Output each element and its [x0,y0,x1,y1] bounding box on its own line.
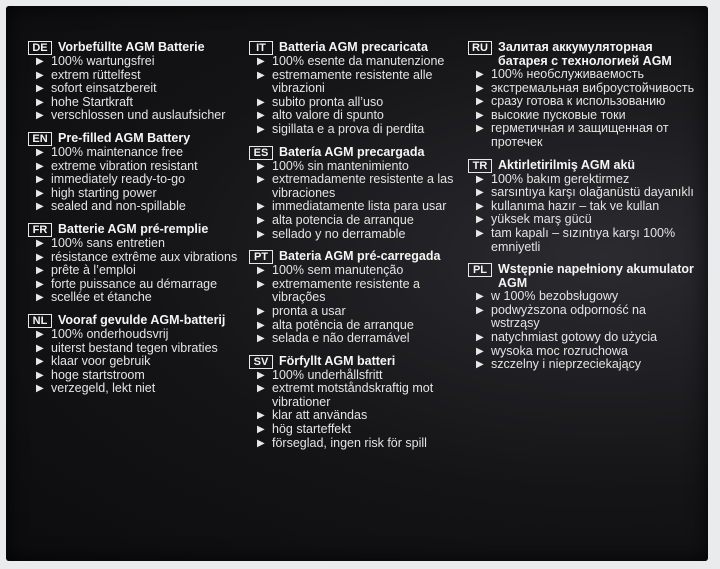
feature-text: высокие пусковые токи [491,107,626,122]
language-code-badge: IT [249,41,273,55]
feature-list [249,160,461,242]
triangle-bullet-icon: ▶ [36,187,44,199]
feature-text: alta potencia de arranque [272,212,414,227]
language-header [249,40,461,55]
feature-text: hohe Startkraft [51,94,133,109]
feature-item [34,109,240,123]
triangle-bullet-icon: ▶ [36,83,44,95]
feature-item [34,82,240,96]
language-header [28,222,240,237]
language-code-badge: SV [249,355,273,369]
triangle-bullet-icon: ▶ [36,56,44,67]
feature-text: high starting power [51,185,157,200]
triangle-bullet-icon: ▶ [36,251,44,263]
feature-item [255,214,461,228]
triangle-bullet-icon: ▶ [257,228,265,240]
language-title: Förfyllt AGM batteri [279,353,396,368]
battery-label-panel [6,6,708,561]
feature-item [474,122,698,149]
feature-item [34,328,240,342]
feature-item [34,200,240,214]
triangle-bullet-icon: ▶ [36,174,44,186]
feature-item [34,382,240,396]
feature-text: alta potência de arranque [272,317,414,332]
feature-item [474,173,698,187]
triangle-bullet-icon: ▶ [476,69,484,80]
triangle-bullet-icon: ▶ [36,110,44,122]
feature-item [34,369,240,383]
triangle-bullet-icon: ▶ [476,345,484,357]
triangle-bullet-icon: ▶ [257,96,265,108]
triangle-bullet-icon: ▶ [476,331,484,343]
language-title: Залитая аккумуляторная батарея с технологией AGM [498,40,672,68]
feature-text: 100% wartungsfrei [51,54,155,68]
triangle-bullet-icon: ▶ [257,333,265,345]
feature-text: sealed and non-spillable [51,199,186,214]
language-header [249,145,461,160]
feature-item [34,291,240,305]
feature-text: 100% esente da manutenzione [272,54,445,68]
feature-item [34,69,240,83]
feature-item [34,342,240,356]
language-title: Pre-filled AGM Battery [58,130,191,145]
feature-item [474,345,698,359]
feature-item [474,290,698,304]
feature-item [34,55,240,69]
feature-text: 100% onderhoudsvrij [51,326,169,341]
language-header [249,249,461,264]
language-block-ru [468,40,698,150]
feature-text: verzegeld, lekt niet [51,381,156,396]
language-header [468,158,698,173]
feature-text: 100% необслуживаемость [491,67,644,81]
feature-item [474,227,698,254]
triangle-bullet-icon: ▶ [257,369,265,381]
triangle-bullet-icon: ▶ [476,200,484,212]
feature-text: сразу готова к использованию [491,94,666,109]
language-code-badge: PL [468,263,492,277]
feature-text: tam kapalı – sızıntıya karşı 100% emniyetli [491,225,676,254]
triangle-bullet-icon: ▶ [476,109,484,121]
feature-text: 100% sem manutenção [272,263,404,278]
feature-list [468,290,698,372]
language-header [28,131,240,146]
feature-text: sellado y no derramable [272,226,406,241]
language-block-fr [28,222,240,305]
feature-text: w 100% bezobsługowy [491,289,619,304]
triangle-bullet-icon: ▶ [257,278,265,290]
feature-text: selada e não derramável [272,331,410,346]
feature-text: forte puissance au démarrage [51,276,218,291]
language-title: Batteria AGM precaricata [279,40,428,54]
feature-text: hög starteffekt [272,422,351,437]
feature-item [255,200,461,214]
feature-list [28,55,240,123]
feature-item [255,382,461,409]
triangle-bullet-icon: ▶ [476,173,484,185]
feature-item [474,95,698,109]
feature-text: 100% underhållsfritt [272,367,383,382]
triangle-bullet-icon: ▶ [36,265,44,277]
feature-item [255,409,461,423]
triangle-bullet-icon: ▶ [257,174,265,186]
triangle-bullet-icon: ▶ [257,69,265,81]
triangle-bullet-icon: ▶ [36,69,44,81]
feature-item [255,437,461,451]
language-code-badge: PT [249,250,273,264]
language-title: Bateria AGM pré-carregada [279,249,441,264]
triangle-bullet-icon: ▶ [257,110,265,122]
language-code-badge: RU [468,41,492,55]
feature-text: szczelny i nieprzeciekający [491,357,642,372]
feature-item [34,237,240,251]
feature-text: 100% sin mantenimiento [272,158,409,173]
feature-item [474,68,698,82]
feature-text: scellée et étanche [51,290,152,305]
triangle-bullet-icon: ▶ [257,305,265,317]
feature-item [255,369,461,383]
triangle-bullet-icon: ▶ [476,359,484,371]
feature-text: klar att användas [272,408,368,423]
feature-item [474,213,698,227]
language-header [249,354,461,369]
feature-item [474,186,698,200]
feature-item [255,96,461,110]
language-header [468,40,698,68]
feature-text: 100% bakım gerektirmez [491,171,630,186]
feature-list [28,146,240,214]
feature-text: yüksek marş gücü [491,212,592,227]
feature-list [249,369,461,451]
feature-text: extreme vibration resistant [51,158,198,173]
language-header [468,262,698,290]
language-header [28,313,240,328]
triangle-bullet-icon: ▶ [257,201,265,213]
feature-item [34,278,240,292]
triangle-bullet-icon: ▶ [476,304,484,316]
feature-text: pronta a usar [272,303,346,318]
triangle-bullet-icon: ▶ [476,82,484,94]
language-header [28,40,240,55]
feature-item [255,55,461,69]
feature-item [34,96,240,110]
language-block-de [28,40,240,123]
feature-item [255,332,461,346]
triangle-bullet-icon: ▶ [36,278,44,290]
language-block-pl [468,262,698,372]
feature-list [468,173,698,255]
feature-text: uiterst bestand tegen vibraties [51,340,218,355]
feature-item [255,305,461,319]
language-code-badge: FR [28,223,52,237]
triangle-bullet-icon: ▶ [257,437,265,449]
feature-item [34,187,240,201]
triangle-bullet-icon: ▶ [257,265,265,277]
feature-text: podwyższona odporność na wstrząsy [491,302,646,331]
language-code-badge: TR [468,159,492,173]
feature-item [255,69,461,96]
feature-item [255,228,461,242]
feature-text: immediately ready-to-go [51,172,186,187]
feature-text: sofort einsatzbereit [51,81,157,96]
feature-text: sigillata e a prova di perdita [272,121,425,136]
language-title: Wstępnie napełniony akumulator AGM [498,262,694,291]
feature-item [474,109,698,123]
feature-item [34,173,240,187]
triangle-bullet-icon: ▶ [257,160,265,172]
feature-item [474,82,698,96]
feature-item [255,123,461,137]
feature-text: förseglad, ingen risk för spill [272,435,427,450]
feature-text: alto valore di spunto [272,108,384,123]
triangle-bullet-icon: ▶ [257,383,265,395]
feature-text: subito pronta all’uso [272,94,384,109]
feature-text: prête à l’emploi [51,263,136,278]
feature-item [474,200,698,214]
column-1 [28,40,240,404]
feature-item [255,278,461,305]
feature-text: sarsıntıya karşı olağanüstü dayanıklı [491,185,694,200]
triangle-bullet-icon: ▶ [257,214,265,226]
feature-text: extremadamente resistente a las vibraciones [272,172,454,200]
column-3 [468,40,698,380]
language-block-nl [28,313,240,396]
feature-text: герметичная и защищенная от протечек [491,121,669,149]
feature-text: kullanıma hazır – tak ve kullan [491,198,660,213]
feature-text: extrem rüttelfest [51,67,141,82]
triangle-bullet-icon: ▶ [36,356,44,368]
triangle-bullet-icon: ▶ [476,123,484,135]
triangle-bullet-icon: ▶ [36,96,44,108]
feature-item [474,304,698,331]
language-code-badge: EN [28,132,52,146]
feature-item [34,160,240,174]
language-title: Vooraf gevulde AGM-batterij [58,312,226,327]
feature-item [34,264,240,278]
feature-list [28,237,240,305]
triangle-bullet-icon: ▶ [36,146,44,158]
feature-list [28,328,240,396]
triangle-bullet-icon: ▶ [36,292,44,304]
triangle-bullet-icon: ▶ [36,342,44,354]
feature-item [474,358,698,372]
triangle-bullet-icon: ▶ [36,383,44,395]
language-title: Vorbefüllte AGM Batterie [58,40,205,54]
feature-text: verschlossen und auslaufsicher [51,108,226,123]
language-block-tr [468,158,698,255]
language-title: Batterie AGM pré-remplie [58,221,209,236]
feature-text: hoge startstroom [51,367,145,382]
triangle-bullet-icon: ▶ [257,410,265,422]
feature-item [255,264,461,278]
triangle-bullet-icon: ▶ [36,237,44,249]
triangle-bullet-icon: ▶ [476,291,484,303]
feature-text: immediatamente lista para usar [272,199,447,214]
triangle-bullet-icon: ▶ [257,319,265,331]
feature-text: klaar voor gebruik [51,354,151,369]
feature-list [249,55,461,137]
feature-item [255,423,461,437]
feature-list [249,264,461,346]
feature-text: natychmiast gotowy do użycia [491,329,658,344]
language-code-badge: ES [249,146,273,160]
language-code-badge: DE [28,41,52,55]
feature-item [255,109,461,123]
language-code-badge: NL [28,314,52,328]
feature-item [255,173,461,200]
feature-text: estremamente resistente alle vibrazioni [272,67,433,96]
language-block-it [249,40,461,137]
language-block-en [28,131,240,214]
triangle-bullet-icon: ▶ [476,96,484,108]
feature-text: 100% maintenance free [51,144,184,159]
language-block-pt [249,249,461,346]
triangle-bullet-icon: ▶ [257,424,265,436]
language-block-sv [249,354,461,451]
feature-text: 100% sans entretien [51,235,165,250]
triangle-bullet-icon: ▶ [476,187,484,199]
language-block-es [249,145,461,242]
feature-list [468,68,698,150]
triangle-bullet-icon: ▶ [476,227,484,239]
feature-item [34,146,240,160]
feature-item [34,251,240,265]
triangle-bullet-icon: ▶ [257,56,265,67]
triangle-bullet-icon: ▶ [36,369,44,381]
feature-text: résistance extrême aux vibrations [51,249,238,264]
feature-item [255,319,461,333]
feature-item [474,331,698,345]
feature-item [34,355,240,369]
triangle-bullet-icon: ▶ [36,328,44,340]
triangle-bullet-icon: ▶ [257,123,265,135]
feature-text: extremt motståndskraftig mot vibrationer [272,381,434,409]
feature-item [255,160,461,174]
triangle-bullet-icon: ▶ [36,160,44,172]
column-2 [249,40,461,458]
triangle-bullet-icon: ▶ [476,214,484,226]
feature-text: wysoka moc rozruchowa [491,343,628,358]
feature-text: extremamente resistente a vibrações [272,276,420,305]
triangle-bullet-icon: ▶ [36,201,44,213]
language-title: Batería AGM precargada [279,144,425,159]
feature-text: экстремальная виброустойчивость [491,80,695,95]
language-title: Aktirletirilmiş AGM akü [498,157,636,172]
